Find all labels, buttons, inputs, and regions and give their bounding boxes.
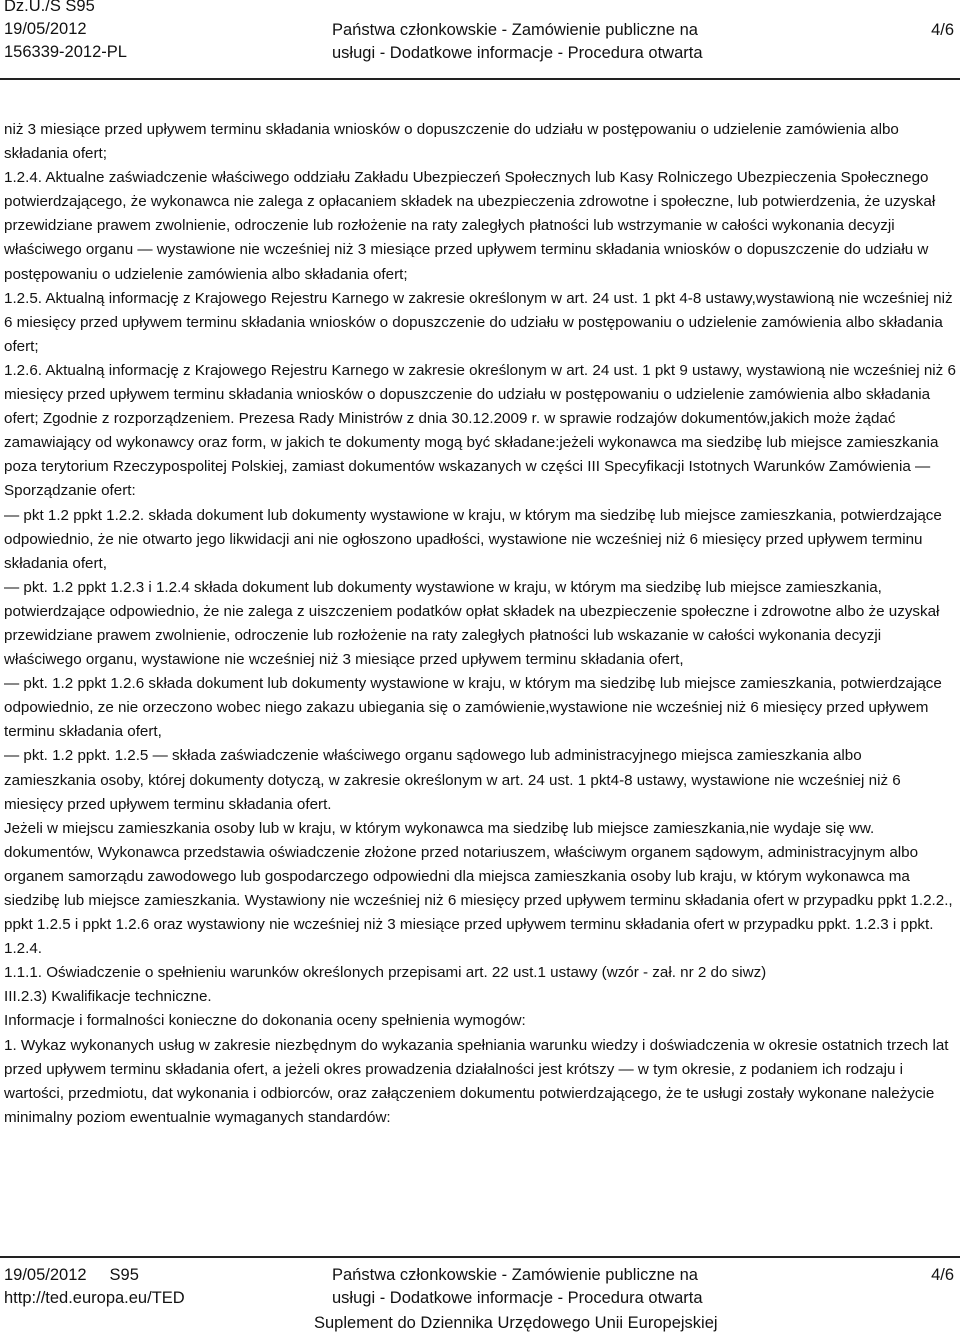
paragraph: — pkt. 1.2 ppkt 1.2.6 składa dokument lub dokumenty wystawione w kraju, w którym ma siedzibę lub miejsce zamieszkania, potwierdzające odpowiednio, ze nie orzeczono wobec niego zakazu ubiegania się o zamówienie,wystawione nie wcześniej niż 6 miesięcy przed upływem terminu składania ofert, [4,675,942,741]
paragraph: — pkt. 1.2 ppkt. 1.2.5 — składa zaświadczenie właściwego organu sądowego lub administracyjnego miejsca zamieszkania albo zamieszkania osoby, której dokumenty dotyczą, w zakresie określonym w art. 24 ust. 1 pkt4-8 ustawy, wystawione nie wcześniej niż 6 miesięcy przed upływem terminu składania ofert. [4,747,901,813]
paragraph: 1. Wykaz wykonanych usług w zakresie niezbędnym do wykazania spełniania warunku wiedzy i doświadczenia w okresie ostatnich trzech lat przed upływem terminu składania ofert, a jeżeli okres prowadzenia działalności jest krótszy — w tym okresie, z podaniem ich rodzaju i wartości, przedmiotu, dat wykonania i odbiorców, oraz załączeniem dokumentu potwierdzającego, że te usługi zostały wykonane należycie minimalny poziom ewentualnie wymaganych standardów: [4,1036,949,1126]
footer-page-number: 4/6 [931,1266,954,1284]
paragraph: niż 3 miesiące przed upływem terminu składania wniosków o dopuszczenie do udziału w postępowaniu o udzielenie zamówienia albo składania ofert; [4,121,899,163]
footer-date-series [4,1264,185,1287]
footer-notice-line-2: usługi - Dodatkowe informacje - Procedura otwarta [332,1289,703,1307]
footer-notice-type [332,1264,703,1310]
notice-type-line-1: Państwa członkowskie - Zamówienie publiczne na [332,21,698,39]
footer-series: S95 [109,1266,139,1284]
paragraph: — pkt 1.2 ppkt 1.2.2. składa dokument lub dokumenty wystawione w kraju, w którym ma siedzibę lub miejsce zamieszkania, potwierdzające odpowiednio, że nie otwarto jego likwidacji ani nie ogłoszono upadłości, wystawione nie wcześniej niż 6 miesięcy przed upływem terminu składania ofert, [4,506,942,572]
footer-publication-info [4,1264,185,1310]
notice-number: 156339-2012-PL [4,43,127,61]
paragraph: 1.2.5. Aktualną informację z Krajowego Rejestru Karnego w zakresie określonym w art. 24 ust. 1 pkt 4-8 ustawy,wystawioną nie wcześniej niż 6 miesięcy przed upływem terminu składania wniosków o dopuszczenie do udziału w postępowaniu o udzielenie zamówienia albo składania ofert; [4,289,953,355]
document-body [4,118,956,1130]
paragraph: 1.1.1. Oświadczenie o spełnieniu warunków określonych przepisami art. 22 ust.1 ustawy (wzór - zał. nr 2 do siwz) [4,964,767,982]
paragraph: Informacje i formalności konieczne do dokonania oceny spełnienia wymogów: [4,1012,526,1030]
header-divider [0,78,960,80]
section-heading: III.2.3) Kwalifikacje techniczne. [4,988,212,1006]
publication-date: 19/05/2012 [4,20,87,38]
footer-divider [0,1256,960,1258]
paragraph: 1.2.6. Aktualną informację z Krajowego Rejestru Karnego w zakresie określonym w art. 24 ust. 1 pkt 9 ustawy, wystawioną nie wcześniej niż 6 miesięcy przed upływem terminu składania wniosków o dopuszczenie do udziału w postępowaniu o udzielenie zamówienia albo składania ofert; Zgodnie z rozporządzeniem. Prezesa Rady Ministrów z dnia 30.12.2009 r. w sprawie rodzajów dokumentów,jakich może żądać zamawiający od wykonawcy oraz form, w jakich te dokumenty mogą być składane:jeżeli wykonawca ma siedzibę lub miejsce zamieszkania poza terytorium Rzeczypospolitej Polskiej, zamiast dokumentów wskazanych w części III Specyfikacji Istotnych Warunków Zamówienia — Sporządzanie ofert: [4,361,956,500]
document-reference [4,0,127,64]
footer-supplement: Suplement do Dziennika Urzędowego Unii Europejskiej [314,1314,718,1332]
footer-url: http://ted.europa.eu/TED [4,1289,185,1307]
notice-type [332,19,703,65]
paragraph: Jeżeli w miejscu zamieszkania osoby lub w kraju, w którym wykonawca ma siedzibę lub miejsce zamieszkania,nie wydaje się ww. dokumentów, Wykonawca przedstawia oświadczenie złożone przed notariuszem, właściwym organem sądowym, administracyjnym albo organem samorządu zawodowego lub gospodarczego odpowiedni dla miejsca zamieszkania osoby lub kraju, w którym wykonawca ma siedzibę lub miejsce zamieszkania. Wystawiony nie wcześniej niż 6 miesięcy przed upływem terminu składania ofert w przypadku ppkt 1.2.2., ppkt 1.2.5 i ppkt 1.2.6 oraz wystawiony nie wcześniej niż 3 miesiące przed upływem terminu składania ofert w przypadku ppkt. 1.2.3 i ppkt. 1.2.4. [4,819,953,958]
paragraph: — pkt. 1.2 ppkt 1.2.3 i 1.2.4 składa dokument lub dokumenty wystawione w kraju, w którym ma siedzibę lub miejsce zamieszkania, potwierdzające odpowiednio, że nie zalega z uiszczeniem podatków opłat składek na ubezpieczenie społeczne i zdrowotne albo że uzyskał przewidziane prawem zwolnienie, odroczenie lub rozłożenie na raty zaległych płatności lub wskazanie w całości wykonania decyzji właściwego organu, wystawione nie wcześniej niż 3 miesiące przed upływem terminu składania ofert, [4,578,940,669]
footer-date: 19/05/2012 [4,1266,87,1284]
journal-reference: Dz.U./S S95 [4,0,95,15]
page-footer [0,1262,960,1334]
page-number: 4/6 [931,21,954,39]
page-header [0,0,960,76]
footer-notice-line-1: Państwa członkowskie - Zamówienie publiczne na [332,1266,698,1284]
paragraph: 1.2.4. Aktualne zaświadczenie właściwego oddziału Zakładu Ubezpieczeń Społecznych lub Kasy Rolniczego Ubezpieczenia Społecznego potwierdzającego, że wykonawca nie zalega z opłacaniem składek na ubezpieczenia zdrowotne i społeczne, lub potwierdzenia, że uzyskał przewidziane prawem zwolnienie, odroczenie lub rozłożenie na raty zaległych płatności lub wstrzymanie w całości wykonania decyzji właściwego organu — wystawione nie wcześniej niż 3 miesiące przed upływem terminu składania wniosków o dopuszczenie do udziału w postępowaniu o udzielenie zamówienia albo składania ofert; [4,169,936,283]
notice-type-line-2: usługi - Dodatkowe informacje - Procedura otwarta [332,44,703,62]
